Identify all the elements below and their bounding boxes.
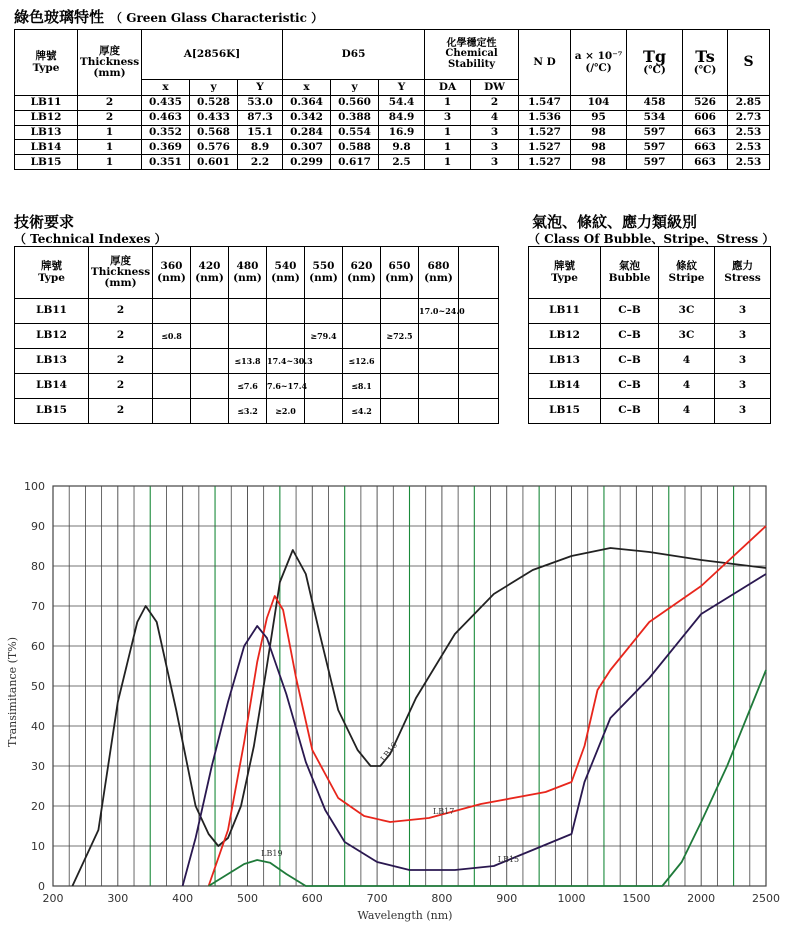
table-cell: 1.536 <box>519 110 571 125</box>
table-cell <box>229 299 267 324</box>
table-cell: 0.433 <box>190 110 238 125</box>
table-cell: 3 <box>715 349 771 374</box>
table-cell <box>191 399 229 424</box>
x-tick-label: 600 <box>301 892 323 905</box>
table-cell: 597 <box>627 140 683 155</box>
table-cell: 534 <box>627 110 683 125</box>
x-tick-label: 400 <box>172 892 194 905</box>
table-cell: C–B <box>601 349 659 374</box>
table-cell: ≤4.2 <box>343 399 381 424</box>
table-cell: 98 <box>571 155 627 170</box>
chart-series <box>72 526 766 886</box>
green-glass-characteristic-table <box>14 29 770 170</box>
table-cell: 2 <box>471 96 519 111</box>
series-line-lb16 <box>72 548 766 886</box>
table-cell <box>305 399 343 424</box>
table-row <box>15 374 499 399</box>
table-cell: LB15 <box>529 399 601 424</box>
header-a-x: x <box>142 80 190 96</box>
y-tick-label: 20 <box>31 800 45 813</box>
table-cell: 53.0 <box>238 96 283 111</box>
header-s: S <box>728 30 770 96</box>
t3-header-stripe: 條紋 Stripe <box>659 247 715 299</box>
table-cell: 84.9 <box>379 110 425 125</box>
header-da: DA <box>425 80 471 96</box>
table-cell <box>305 299 343 324</box>
table-cell: 3 <box>715 374 771 399</box>
table-cell: ≤7.6 <box>229 374 267 399</box>
table-cell: LB11 <box>529 299 601 324</box>
table-row <box>15 125 770 140</box>
table-cell <box>153 399 191 424</box>
table-cell: ≤8.1 <box>343 374 381 399</box>
table-cell: 3 <box>715 299 771 324</box>
table-cell <box>419 374 459 399</box>
table-cell <box>381 374 419 399</box>
transmittance-chart <box>0 470 800 925</box>
section3-heading <box>532 211 697 232</box>
table-cell <box>419 349 459 374</box>
chart-axes <box>24 480 780 905</box>
table-row <box>529 299 771 324</box>
table-cell <box>153 374 191 399</box>
table-cell <box>381 349 419 374</box>
x-tick-label: 900 <box>496 892 518 905</box>
wavelength-header-650: 650 (nm) <box>381 247 419 299</box>
table-cell: 2 <box>78 110 142 125</box>
table-cell: 8.9 <box>238 140 283 155</box>
table-cell: LB12 <box>15 324 89 349</box>
table-cell: 54.4 <box>379 96 425 111</box>
table-row <box>529 349 771 374</box>
table-cell: 3 <box>471 140 519 155</box>
table-cell: LB12 <box>529 324 601 349</box>
table-cell: 0.588 <box>331 140 379 155</box>
t2-header-type: 牌號 Type <box>15 247 89 299</box>
t3-header-stress: 應力 Stress <box>715 247 771 299</box>
table-cell: 3C <box>659 324 715 349</box>
table-cell: 98 <box>571 140 627 155</box>
header-chemical-stability: 化學穩定性 Chemical Stability <box>425 30 519 80</box>
table-cell <box>343 324 381 349</box>
section2-heading <box>14 211 74 232</box>
table-cell: 0.342 <box>283 110 331 125</box>
table-cell: 2.73 <box>728 110 770 125</box>
table-cell: 104 <box>571 96 627 111</box>
table-cell: 16.9 <box>379 125 425 140</box>
table-cell: ≥2.0 <box>267 399 305 424</box>
table-cell: 3C <box>659 299 715 324</box>
wavelength-header-480: 480 (nm) <box>229 247 267 299</box>
table-cell: ≤12.6 <box>343 349 381 374</box>
table-cell: 2 <box>89 374 153 399</box>
table-cell: 526 <box>683 96 728 111</box>
header-a-y: y <box>190 80 238 96</box>
table-cell: 0.364 <box>283 96 331 111</box>
table-cell: 17.0~24.0 <box>419 299 459 324</box>
table-cell: LB11 <box>15 96 78 111</box>
header-a2856: A[2856K] <box>142 30 283 80</box>
table-cell: 1.527 <box>519 155 571 170</box>
section2-title-zh: 技術要求 <box>14 213 75 231</box>
table-cell: 4 <box>659 374 715 399</box>
table-row <box>15 140 770 155</box>
table-cell <box>153 299 191 324</box>
table-cell <box>459 324 499 349</box>
table-cell: 3 <box>471 155 519 170</box>
header-d-x: x <box>283 80 331 96</box>
table-cell: LB15 <box>15 155 78 170</box>
section1-title-zh: 綠色玻璃特性 <box>14 8 105 26</box>
table-cell: LB13 <box>15 349 89 374</box>
table-cell: 2.53 <box>728 155 770 170</box>
table-cell <box>381 399 419 424</box>
table-row <box>15 110 770 125</box>
table-cell: 0.568 <box>190 125 238 140</box>
series-label-lb15: LB15 <box>497 855 520 864</box>
header-a-Y: Y <box>238 80 283 96</box>
table-cell: 4 <box>659 399 715 424</box>
section2-title-en: （ Technical Indexes ） <box>14 232 167 246</box>
y-tick-label: 10 <box>31 840 45 853</box>
table-cell: 458 <box>627 96 683 111</box>
table-cell: 0.284 <box>283 125 331 140</box>
table-cell: LB14 <box>15 140 78 155</box>
wavelength-header-540: 540 (nm) <box>267 247 305 299</box>
header-tg: Tg (℃) <box>627 30 683 96</box>
table-cell <box>419 399 459 424</box>
table-cell: 95 <box>571 110 627 125</box>
table-cell <box>191 324 229 349</box>
table-cell: 0.369 <box>142 140 190 155</box>
chart-y-axis-label: Transimitance (T%) <box>6 637 19 747</box>
y-tick-label: 60 <box>31 640 45 653</box>
table-cell: 0.601 <box>190 155 238 170</box>
table-cell: ≤13.8 <box>229 349 267 374</box>
wavelength-header-680: 680 (nm) <box>419 247 459 299</box>
table-cell: 2 <box>89 399 153 424</box>
table-row <box>15 299 499 324</box>
table-cell: 2.2 <box>238 155 283 170</box>
table-cell: 0.463 <box>142 110 190 125</box>
x-tick-label: 1500 <box>622 892 651 905</box>
table-cell: 3 <box>715 399 771 424</box>
table-cell: 0.435 <box>142 96 190 111</box>
section1-title-en: （ Green Glass Characteristic ） <box>110 11 324 25</box>
table-cell: ≥79.4 <box>305 324 343 349</box>
table-cell: 2.85 <box>728 96 770 111</box>
header-nd: N D <box>519 30 571 96</box>
chart-x-axis-label: Wavelength (nm) <box>357 909 453 922</box>
y-tick-label: 40 <box>31 720 45 733</box>
series-line-lb19 <box>209 670 766 886</box>
table-cell: ≥72.5 <box>381 324 419 349</box>
table-cell: 1.527 <box>519 125 571 140</box>
table-cell: LB13 <box>15 125 78 140</box>
table-cell <box>459 374 499 399</box>
table-cell: 3 <box>715 324 771 349</box>
table-cell: 2.5 <box>379 155 425 170</box>
x-tick-label: 200 <box>42 892 64 905</box>
x-tick-label: 700 <box>366 892 388 905</box>
x-tick-label: 2500 <box>752 892 780 905</box>
y-tick-label: 100 <box>24 480 45 493</box>
table-cell <box>191 299 229 324</box>
y-tick-label: 0 <box>38 880 45 893</box>
table-cell: 98 <box>571 125 627 140</box>
table-cell: 17.4~30.3 <box>267 349 305 374</box>
table-cell <box>459 349 499 374</box>
wavelength-header-420: 420 (nm) <box>191 247 229 299</box>
chart-grid <box>53 486 766 886</box>
table-cell: 663 <box>683 155 728 170</box>
t3-header-bubble: 氣泡 Bubble <box>601 247 659 299</box>
table-cell: 1.547 <box>519 96 571 111</box>
x-tick-label: 2000 <box>687 892 716 905</box>
table-cell: LB11 <box>15 299 89 324</box>
table-cell: ≤0.8 <box>153 324 191 349</box>
section1-heading <box>14 6 323 27</box>
header-d-y: y <box>331 80 379 96</box>
series-label-lb16: LB16 <box>378 740 400 764</box>
bubble-stripe-stress-table <box>528 246 771 424</box>
table-cell: 2 <box>78 96 142 111</box>
table-cell: 2 <box>89 299 153 324</box>
header-dw: DW <box>471 80 519 96</box>
table-cell <box>267 324 305 349</box>
table-cell: 1 <box>425 140 471 155</box>
t2-header-thickness: 厚度 Thickness (mm) <box>89 247 153 299</box>
table-cell: 1 <box>78 140 142 155</box>
table-cell: 1 <box>78 125 142 140</box>
table-cell: 597 <box>627 125 683 140</box>
y-tick-label: 80 <box>31 560 45 573</box>
x-tick-label: 300 <box>107 892 129 905</box>
table-cell: 0.352 <box>142 125 190 140</box>
table-cell <box>459 399 499 424</box>
table-cell: 3 <box>471 125 519 140</box>
table-cell: 0.554 <box>331 125 379 140</box>
table-cell: 1 <box>425 155 471 170</box>
table-cell: 2 <box>89 349 153 374</box>
table-row <box>15 349 499 374</box>
table-cell: 3 <box>425 110 471 125</box>
y-tick-label: 70 <box>31 600 45 613</box>
table-cell: 0.560 <box>331 96 379 111</box>
table-cell <box>381 299 419 324</box>
table-cell: 663 <box>683 140 728 155</box>
table-cell: 2 <box>89 324 153 349</box>
table-cell: LB12 <box>15 110 78 125</box>
table-cell: C–B <box>601 324 659 349</box>
header-thickness: 厚度 Thickness (mm) <box>78 30 142 96</box>
table-row <box>529 399 771 424</box>
table-cell: 1 <box>425 96 471 111</box>
table-cell: 0.388 <box>331 110 379 125</box>
table-cell: 1 <box>78 155 142 170</box>
t3-header-type: 牌號 Type <box>529 247 601 299</box>
x-tick-label: 800 <box>431 892 453 905</box>
table-cell: 1 <box>425 125 471 140</box>
empty-header-cell <box>459 247 499 299</box>
table-cell: 2.53 <box>728 140 770 155</box>
series-label-lb19: LB19 <box>261 849 283 858</box>
wavelength-header-360: 360 (nm) <box>153 247 191 299</box>
table-cell: 0.576 <box>190 140 238 155</box>
header-ts: Ts (℃) <box>683 30 728 96</box>
table-cell <box>267 299 305 324</box>
y-tick-label: 50 <box>31 680 45 693</box>
series-label-lb17: LB17 <box>432 807 455 816</box>
table-cell: 15.1 <box>238 125 283 140</box>
table-cell <box>191 349 229 374</box>
table-cell: 597 <box>627 155 683 170</box>
table-cell: 0.299 <box>283 155 331 170</box>
header-d65: D65 <box>283 30 425 80</box>
header-type: 牌號 Type <box>15 30 78 96</box>
table-cell: 1.527 <box>519 140 571 155</box>
table-cell <box>153 349 191 374</box>
table-row <box>15 399 499 424</box>
table-cell: 0.617 <box>331 155 379 170</box>
x-tick-label: 500 <box>236 892 258 905</box>
table-cell: 606 <box>683 110 728 125</box>
table-cell <box>305 374 343 399</box>
table-cell: C–B <box>601 299 659 324</box>
table-cell: 87.3 <box>238 110 283 125</box>
table-cell: 4 <box>659 349 715 374</box>
table-row <box>15 96 770 111</box>
y-tick-label: 90 <box>31 520 45 533</box>
section3-title-en: （ Class Of Bubble、Stripe、Stress ） <box>528 232 775 246</box>
x-tick-label: 1000 <box>557 892 586 905</box>
series-line-lb17 <box>209 526 766 886</box>
table-cell: C–B <box>601 399 659 424</box>
table-row <box>15 155 770 170</box>
wavelength-header-550: 550 (nm) <box>305 247 343 299</box>
header-d-Y: Y <box>379 80 425 96</box>
table-cell <box>229 324 267 349</box>
table-cell <box>343 299 381 324</box>
wavelength-header-620: 620 (nm) <box>343 247 381 299</box>
table-row <box>15 324 499 349</box>
table-cell: 4 <box>471 110 519 125</box>
table-cell: 0.307 <box>283 140 331 155</box>
table-cell: 2.53 <box>728 125 770 140</box>
header-alpha: a × 10⁻⁷ (/℃) <box>571 30 627 96</box>
table-cell <box>191 374 229 399</box>
technical-indexes-table <box>14 246 499 424</box>
table-cell: 0.351 <box>142 155 190 170</box>
table-cell: LB13 <box>529 349 601 374</box>
table-cell: 0.528 <box>190 96 238 111</box>
table-cell: LB15 <box>15 399 89 424</box>
table-cell: 9.8 <box>379 140 425 155</box>
table-cell: C–B <box>601 374 659 399</box>
table-cell <box>419 324 459 349</box>
section3-title-zh: 氣泡、條紋、應力類級別 <box>532 213 698 231</box>
table-cell: 663 <box>683 125 728 140</box>
table-cell: LB14 <box>529 374 601 399</box>
table-cell: ≤3.2 <box>229 399 267 424</box>
table-row <box>529 324 771 349</box>
table-row <box>529 374 771 399</box>
table-cell: 7.6~17.4 <box>267 374 305 399</box>
table-cell: LB14 <box>15 374 89 399</box>
y-tick-label: 30 <box>31 760 45 773</box>
